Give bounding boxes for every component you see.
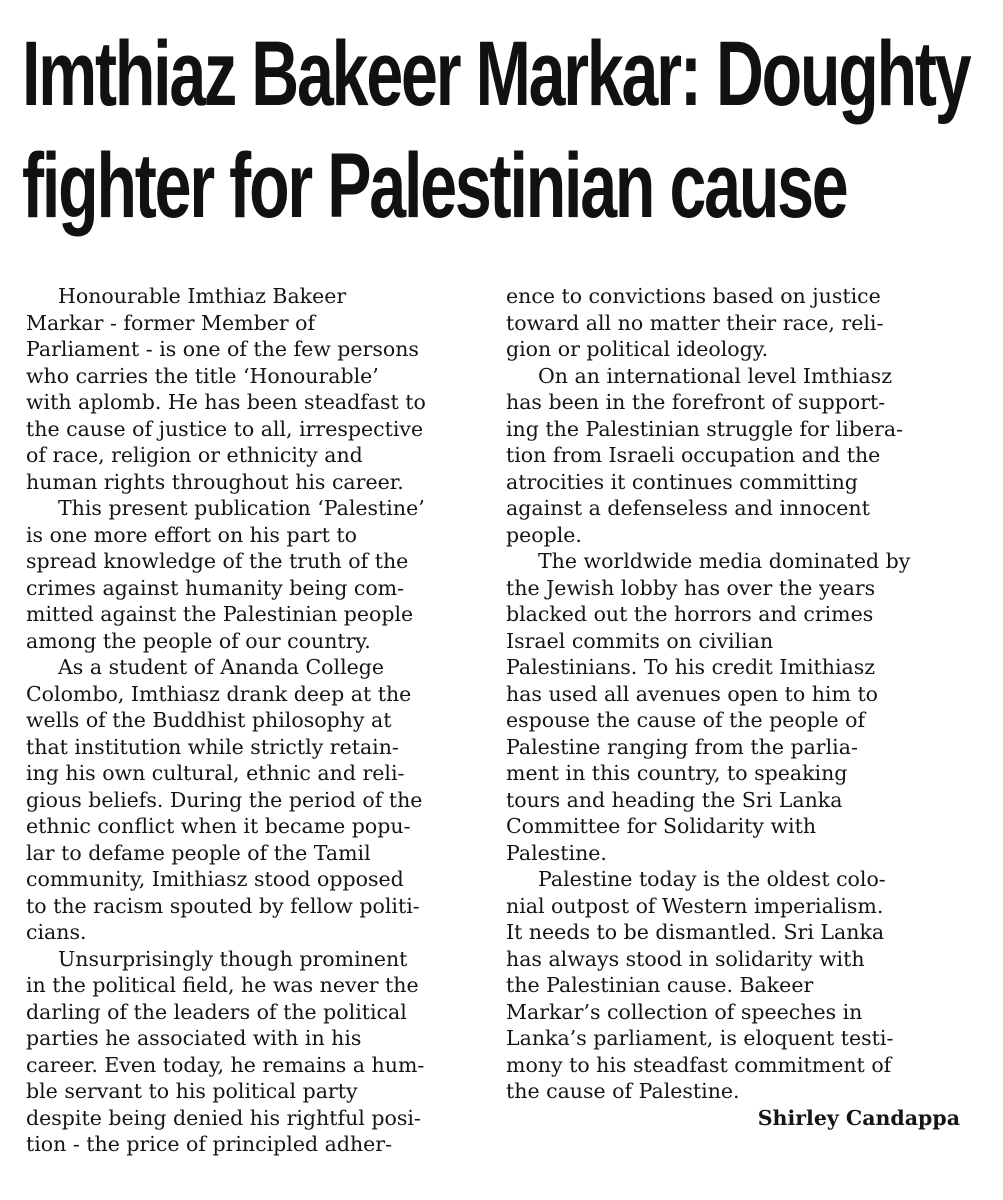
headline-line: Imthiaz Bakeer Markar: Doughty — [22, 23, 970, 125]
text-line: spread knowledge of the truth of the — [26, 549, 409, 573]
text-line: blacked out the horrors and crimes — [506, 602, 874, 626]
text-line: The worldwide media dominated by — [538, 549, 911, 573]
text-line: to the racism spouted by fellow politi- — [26, 893, 420, 918]
text-line: It needs to be dismantled. Sri Lanka — [506, 920, 885, 944]
text-line: the Jewish lobby has over the years — [506, 575, 876, 600]
text-line: Markar’s collection of speeches in — [506, 999, 863, 1024]
text-line: Unsurprisingly though prominent — [58, 946, 408, 971]
text-line: tours and heading the Sri Lanka — [506, 787, 843, 812]
text-line: gious beliefs. During the period of the — [26, 787, 423, 812]
text-line: has always stood in solidarity with — [506, 946, 865, 971]
text-line: against a defenseless and innocent — [506, 496, 870, 520]
article-column-left — [26, 283, 466, 1158]
headline — [22, 18, 970, 242]
text-line: the cause of justice to all, irrespective — [26, 416, 424, 441]
text-line: atrocities it continues committing — [506, 469, 858, 494]
text-line: ing the Palestinian struggle for libera- — [506, 416, 904, 441]
text-line: with aplomb. He has been steadfast to — [26, 390, 426, 414]
text-line: Palestine today is the oldest colo- — [538, 867, 886, 891]
text-line: people. — [506, 522, 582, 547]
article-body — [26, 283, 960, 1188]
text-line: that institution while strictly retain- — [26, 734, 399, 759]
text-line: of race, religion or ethnicity and — [26, 443, 363, 467]
text-line: On an international level Imthiasz — [538, 363, 893, 388]
text-line: Palestine ranging from the parlia- — [506, 734, 858, 759]
text-line: tion from Israeli occupation and the — [506, 443, 881, 467]
text-line: ethnic conflict when it became popu- — [26, 814, 411, 838]
text-line: espouse the cause of the people of — [506, 708, 866, 732]
text-line: the Palestinian cause. Bakeer — [506, 973, 814, 997]
text-line: Palestine. — [506, 840, 607, 865]
text-line: Israel commits on civilian — [506, 628, 774, 653]
text-line: parties he associated with in his — [26, 1026, 362, 1050]
text-line: cians. — [26, 920, 87, 944]
text-line: wells of the Buddhist philosophy at — [26, 708, 392, 732]
article-column-right — [506, 283, 960, 1131]
text-line: is one more effort on his part to — [26, 522, 357, 547]
text-line: who carries the title ‘Honourable’ — [26, 363, 379, 388]
text-line: As a student of Ananda College — [58, 655, 385, 679]
text-line: despite being denied his rightful posi- — [26, 1105, 421, 1130]
text-line: darling of the leaders of the political — [26, 999, 407, 1024]
text-line: Parliament - is one of the few persons — [26, 337, 419, 361]
text-line: nial outpost of Western imperialism. — [506, 893, 884, 918]
text-line: ment in this country, to speaking — [506, 761, 848, 785]
text-line: mitted against the Palestinian people — [26, 602, 414, 626]
text-line: gion or political ideology. — [506, 337, 769, 361]
headline-line: fighter for Palestinian cause — [22, 135, 847, 237]
text-line: lar to defame people of the Tamil — [26, 840, 371, 865]
text-line: ble servant to his political party — [26, 1079, 358, 1103]
text-line: community, Imithiasz stood opposed — [26, 867, 404, 891]
text-line: Honourable Imthiaz Bakeer — [58, 284, 347, 308]
text-line: tion - the price of principled adher- — [26, 1132, 393, 1156]
text-line: Markar - former Member of — [26, 310, 316, 335]
author-byline: Shirley Candappa — [757, 1105, 960, 1130]
text-line: the cause of Palestine. — [506, 1079, 740, 1103]
text-line: among the people of our country. — [26, 628, 371, 653]
text-line: mony to his steadfast commitment of — [506, 1052, 892, 1077]
text-line: ence to convictions based on justice — [506, 284, 881, 308]
text-line: career. Even today, he remains a hum- — [26, 1052, 425, 1077]
text-line: Colombo, Imthiasz drank deep at the — [26, 681, 412, 706]
text-line: ing his own cultural, ethnic and reli- — [26, 761, 405, 785]
text-line: crimes against humanity being com- — [26, 575, 405, 600]
text-line: has been in the forefront of support- — [506, 390, 886, 414]
text-line: Lanka’s parliament, is eloquent testi- — [506, 1026, 894, 1050]
text-line: Committee for Solidarity with — [506, 814, 817, 838]
text-line: Palestinians. To his credit Imithiasz — [506, 655, 876, 679]
text-line: toward all no matter their race, reli- — [506, 310, 884, 335]
text-line: in the political field, he was never the — [26, 973, 419, 997]
text-line: has used all avenues open to him to — [506, 681, 879, 706]
text-line: human rights throughout his career. — [26, 469, 404, 494]
text-line: This present publication ‘Palestine’ — [58, 496, 425, 520]
